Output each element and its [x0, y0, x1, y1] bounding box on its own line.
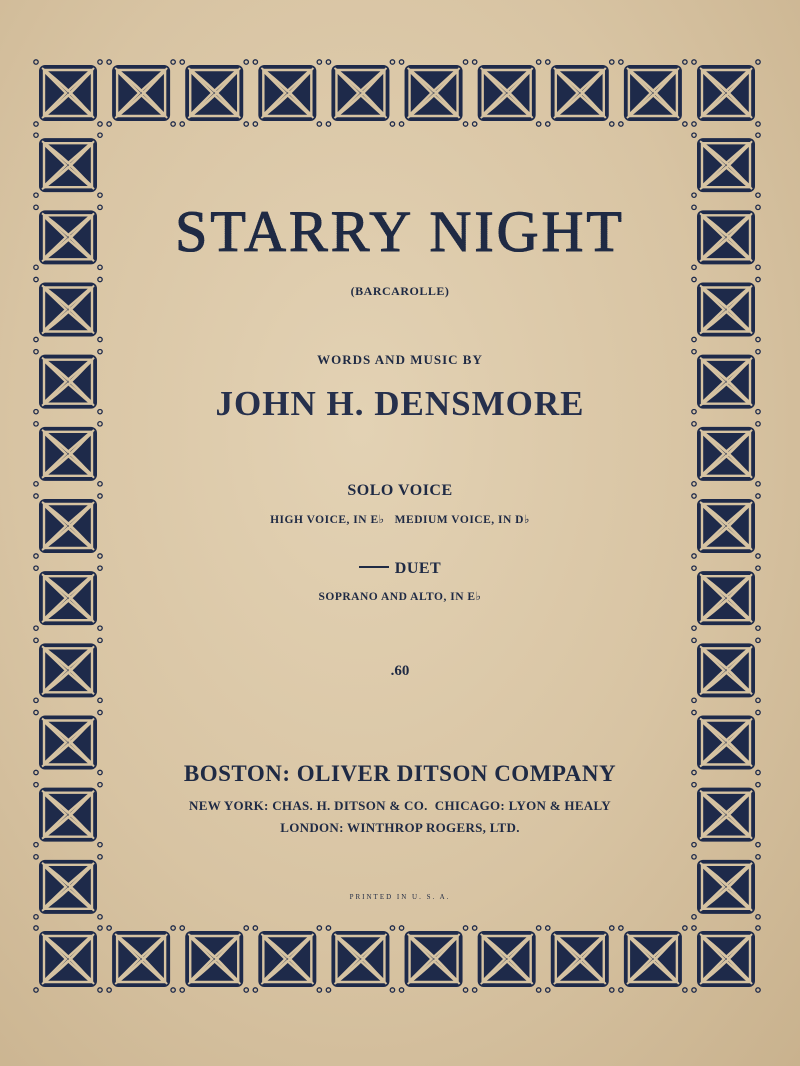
duet-detail: SOPRANO AND ALTO, IN E♭	[318, 591, 482, 603]
border-knot-tile	[326, 926, 394, 992]
border-knot-tile	[34, 277, 102, 341]
duet-heading: DUET	[394, 560, 442, 577]
border-knot-tile	[692, 277, 760, 341]
border-knot-tile	[692, 60, 760, 126]
border-knot-tile	[34, 60, 102, 126]
border-knot-tile	[399, 60, 467, 126]
border-knot-tile	[692, 855, 760, 919]
border-knot-tile	[692, 494, 760, 558]
border-knot-tile	[34, 855, 102, 919]
border-knot-tile	[107, 926, 175, 992]
credit-line: WORDS AND MUSIC BY	[317, 352, 483, 367]
border-knot-tile	[253, 60, 321, 126]
border-knot-tile	[546, 60, 614, 126]
solo-heading: SOLO VOICE	[347, 482, 453, 499]
duet-line	[100, 560, 700, 578]
border-knot-tile	[34, 205, 102, 269]
border-knot-tile	[34, 710, 102, 774]
border-knot-tile	[34, 638, 102, 702]
border-knot-tile	[253, 926, 321, 992]
song-title: STARRY NIGHT	[100, 198, 700, 265]
border-knot-tile	[34, 349, 102, 413]
composer-name: JOHN H. DENSMORE	[215, 384, 585, 423]
border-knot-tile	[34, 422, 102, 486]
branches-line-2: LONDON: WINTHROP ROGERS, LTD.	[280, 820, 520, 835]
border-knot-tile	[34, 566, 102, 630]
border-knot-tile	[34, 494, 102, 558]
border-knot-tile	[619, 60, 687, 126]
border-knot-tile	[692, 566, 760, 630]
border-knot-tile	[472, 60, 540, 126]
border-knot-tile	[692, 782, 760, 846]
border-knot-tile	[692, 926, 760, 992]
border-knot-tile	[399, 926, 467, 992]
border-knot-tile	[692, 133, 760, 197]
border-knot-tile	[692, 638, 760, 702]
border-knot-tile	[472, 926, 540, 992]
border-knot-tile	[619, 926, 687, 992]
border-knot-tile	[692, 422, 760, 486]
publisher: BOSTON: OLIVER DITSON COMPANY	[183, 761, 617, 786]
printed-in-usa: PRINTED IN U. S. A.	[349, 893, 451, 901]
border-knot-tile	[692, 710, 760, 774]
dash-rule	[359, 566, 389, 568]
border-knot-tile	[692, 349, 760, 413]
branches-line-1: NEW YORK: CHAS. H. DITSON & CO. CHICAGO: LYON & HEALY	[189, 798, 611, 813]
border-knot-tile	[34, 782, 102, 846]
border-knot-tile	[34, 133, 102, 197]
solo-detail: HIGH VOICE, IN E♭ MEDIUM VOICE, IN D♭	[270, 514, 530, 526]
song-subtitle: (BARCAROLLE)	[350, 284, 450, 298]
price: .60	[390, 663, 410, 679]
border-knot-tile	[692, 205, 760, 269]
border-knot-tile	[34, 926, 102, 992]
border-knot-tile	[107, 60, 175, 126]
border-knot-tile	[180, 60, 248, 126]
border-knot-tile	[180, 926, 248, 992]
border-knot-tile	[326, 60, 394, 126]
border-knot-tile	[546, 926, 614, 992]
